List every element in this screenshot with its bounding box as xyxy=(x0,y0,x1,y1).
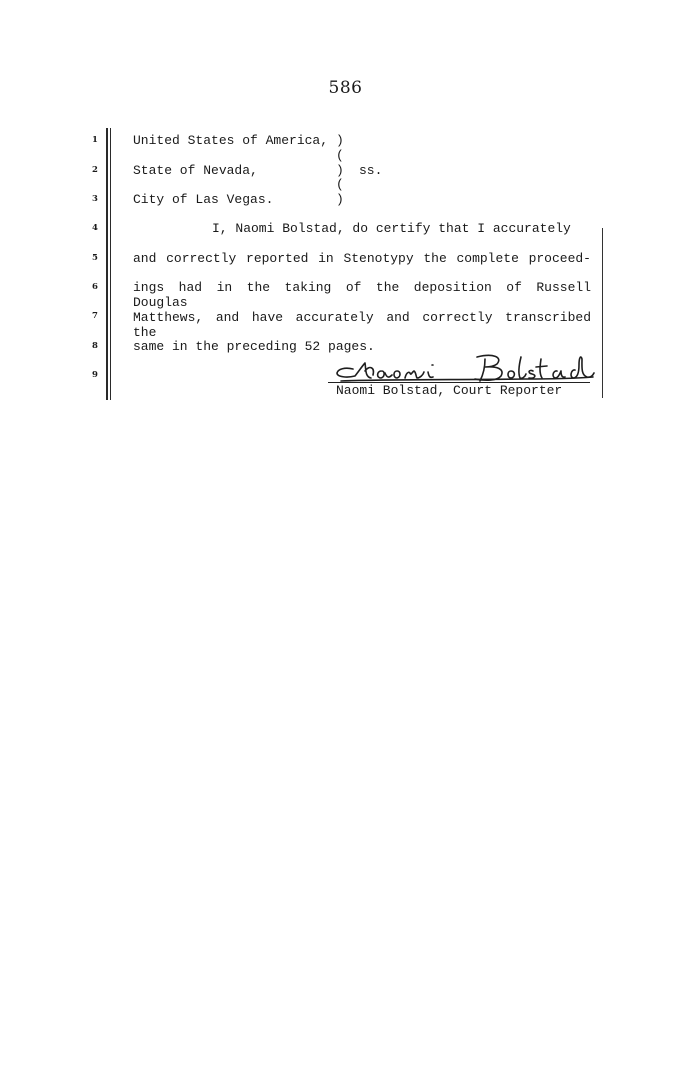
line-number: 8 xyxy=(92,341,98,351)
caption-country: United States of America, xyxy=(133,133,329,148)
caption-bracket: ( xyxy=(336,148,344,163)
caption-state: State of Nevada, xyxy=(133,163,258,178)
caption-city: City of Las Vegas. xyxy=(133,192,274,207)
certificate-line: I, Naomi Bolstad, do certify that I accurately xyxy=(212,221,571,236)
certificate-line: Matthews, and have accurately and correctly transcribed the xyxy=(133,310,591,340)
line-number: 5 xyxy=(92,253,98,263)
right-margin-rule xyxy=(602,228,603,398)
line-number: 2 xyxy=(92,165,98,175)
caption-bracket: ) xyxy=(336,192,344,207)
page-number: 586 xyxy=(328,78,363,98)
signer-name-title: Naomi Bolstad, Court Reporter xyxy=(336,383,563,398)
caption-ss: ss. xyxy=(359,163,383,178)
caption-bracket: ) xyxy=(336,133,344,148)
line-number: 9 xyxy=(92,370,98,380)
certificate-line: same in the preceding 52 pages. xyxy=(133,339,375,354)
line-number: 1 xyxy=(92,135,98,145)
caption-bracket: ( xyxy=(336,177,344,192)
line-number: 4 xyxy=(92,223,98,233)
line-number: 6 xyxy=(92,282,98,292)
certificate-line: ings had in the taking of the deposition of Russell Douglas xyxy=(133,280,591,310)
caption-bracket: ) xyxy=(336,163,344,178)
certificate-line: and correctly reported in Stenotypy the complete proceed- xyxy=(133,251,591,266)
line-number: 3 xyxy=(92,194,98,204)
line-number: 7 xyxy=(92,311,98,321)
